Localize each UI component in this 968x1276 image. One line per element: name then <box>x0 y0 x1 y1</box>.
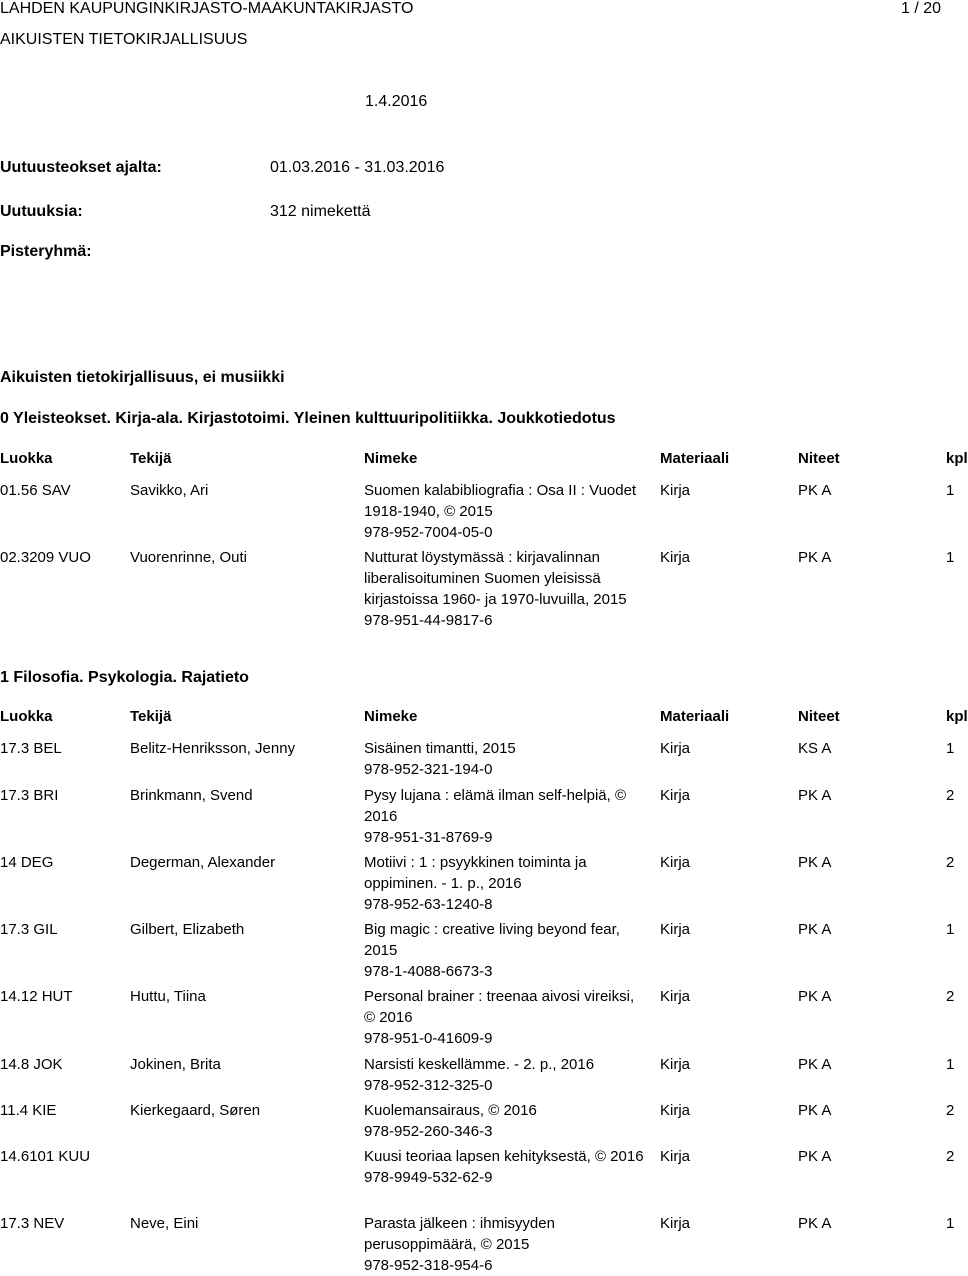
row-kpl: 1 <box>946 482 955 499</box>
col-tekija: Tekijä <box>130 708 172 725</box>
row-tekija: Kierkegaard, Søren <box>130 1102 261 1119</box>
row-kpl: 1 <box>946 740 955 757</box>
row-title: Big magic : creative living beyond fear, 2015 <box>364 921 620 959</box>
page-number: 1 / 20 <box>901 0 942 17</box>
col-tekija: Tekijä <box>130 450 172 467</box>
row-materiaali: Kirja <box>660 740 691 757</box>
col-nimeke: Nimeke <box>364 450 418 467</box>
col-nimeke: Nimeke <box>364 708 418 725</box>
row-materiaali: Kirja <box>660 482 691 499</box>
row-tekija: Degerman, Alexander <box>130 854 276 871</box>
row-tekija: Belitz-Henriksson, Jenny <box>130 740 296 757</box>
row-kpl: 1 <box>946 1215 955 1232</box>
row-nimeke <box>364 1146 644 1188</box>
row-isbn: 978-952-312-325-0 <box>364 1077 493 1094</box>
row-materiaali: Kirja <box>660 921 691 938</box>
row-tekija: Neve, Eini <box>130 1215 199 1232</box>
row-nimeke <box>364 1213 644 1276</box>
period-value: 01.03.2016 - 31.03.2016 <box>270 159 445 176</box>
row-niteet: PK A <box>798 988 832 1005</box>
period-label: Uutuusteokset ajalta: <box>0 159 162 176</box>
row-materiaali: Kirja <box>660 787 691 804</box>
row-title: Nutturat löystymässä : kirjavalinnan liberalisoituminen Suomen yleisissä kirjastoissa 1960- ja 1970-luvuilla, 2015 <box>364 549 627 608</box>
row-kpl: 2 <box>946 988 955 1005</box>
col-luokka: Luokka <box>0 708 53 725</box>
row-isbn: 978-951-31-8769-9 <box>364 829 493 846</box>
col-kpl: kpl <box>946 708 968 725</box>
row-nimeke <box>364 986 644 1049</box>
row-materiaali: Kirja <box>660 1148 691 1165</box>
row-isbn: 978-952-260-346-3 <box>364 1123 493 1140</box>
section-title: 1 Filosofia. Psykologia. Rajatieto <box>0 669 249 686</box>
row-luokka: 17.3 BRI <box>0 787 59 804</box>
row-nimeke <box>364 1100 644 1142</box>
col-niteet: Niteet <box>798 450 840 467</box>
col-niteet: Niteet <box>798 708 840 725</box>
row-niteet: PK A <box>798 1056 832 1073</box>
category-title: Aikuisten tietokirjallisuus, ei musiikki <box>0 369 285 386</box>
row-luokka: 14 DEG <box>0 854 54 871</box>
row-tekija: Jokinen, Brita <box>130 1056 221 1073</box>
row-nimeke <box>364 785 644 848</box>
row-luokka: 17.3 NEV <box>0 1215 65 1232</box>
row-materiaali: Kirja <box>660 854 691 871</box>
row-materiaali: Kirja <box>660 1102 691 1119</box>
row-title: Pysy lujana : elämä ilman self-helpiä, © 2016 <box>364 787 627 825</box>
row-materiaali: Kirja <box>660 1056 691 1073</box>
row-kpl: 2 <box>946 1148 955 1165</box>
row-title: Motiivi : 1 : psyykkinen toiminta ja oppiminen. - 1. p., 2016 <box>364 854 587 892</box>
row-niteet: PK A <box>798 1215 832 1232</box>
row-tekija: Vuorenrinne, Outi <box>130 549 248 566</box>
row-kpl: 2 <box>946 854 955 871</box>
row-luokka: 14.8 JOK <box>0 1056 63 1073</box>
col-materiaali: Materiaali <box>660 708 730 725</box>
report-date: 1.4.2016 <box>365 93 428 110</box>
row-luokka: 17.3 GIL <box>0 921 58 938</box>
group-label: Pisteryhmä: <box>0 243 92 260</box>
row-kpl: 2 <box>946 787 955 804</box>
col-luokka: Luokka <box>0 450 53 467</box>
row-title: Parasta jälkeen : ihmisyyden perusoppimäärä, © 2015 <box>364 1215 555 1253</box>
row-isbn: 978-951-44-9817-6 <box>364 612 493 629</box>
row-isbn: 978-1-4088-6673-3 <box>364 963 493 980</box>
row-nimeke <box>364 1054 644 1096</box>
row-niteet: PK A <box>798 1148 832 1165</box>
row-luokka: 11.4 KIE <box>0 1102 57 1119</box>
row-title: Suomen kalabibliografia : Osa II : Vuodet 1918-1940, © 2015 <box>364 482 637 520</box>
row-materiaali: Kirja <box>660 1215 691 1232</box>
row-niteet: PK A <box>798 854 832 871</box>
row-isbn: 978-952-321-194-0 <box>364 761 493 778</box>
row-isbn: 978-951-0-41609-9 <box>364 1030 493 1047</box>
row-nimeke <box>364 852 644 915</box>
row-luokka: 14.12 HUT <box>0 988 73 1005</box>
row-title: Personal brainer : treenaa aivosi vireiksi, © 2016 <box>364 988 635 1026</box>
row-niteet: PK A <box>798 921 832 938</box>
count-value: 312 nimekettä <box>270 203 371 220</box>
row-kpl: 1 <box>946 1056 955 1073</box>
row-niteet: PK A <box>798 549 832 566</box>
row-niteet: PK A <box>798 482 832 499</box>
row-niteet: PK A <box>798 1102 832 1119</box>
row-isbn: 978-9949-532-62-9 <box>364 1169 493 1186</box>
row-nimeke <box>364 480 644 543</box>
row-title: Narsisti keskellämme. - 2. p., 2016 <box>364 1056 595 1073</box>
row-isbn: 978-952-318-954-6 <box>364 1257 493 1274</box>
library-name: LAHDEN KAUPUNGINKIRJASTO-MAAKUNTAKIRJASTO <box>0 0 414 17</box>
row-materiaali: Kirja <box>660 549 691 566</box>
row-title: Kuusi teoriaa lapsen kehityksestä, © 2016 <box>364 1148 644 1165</box>
count-label: Uutuuksia: <box>0 203 83 220</box>
row-nimeke <box>364 738 644 780</box>
collection-name: AIKUISTEN TIETOKIRJALLISUUS <box>0 31 248 48</box>
section-title: 0 Yleisteokset. Kirja-ala. Kirjastotoimi. Yleinen kulttuuripolitiikka. Joukkotiedotus <box>0 410 616 427</box>
row-isbn: 978-952-63-1240-8 <box>364 896 493 913</box>
row-tekija: Gilbert, Elizabeth <box>130 921 245 938</box>
row-tekija: Savikko, Ari <box>130 482 209 499</box>
col-materiaali: Materiaali <box>660 450 730 467</box>
row-nimeke <box>364 547 644 631</box>
row-title: Sisäinen timantti, 2015 <box>364 740 516 757</box>
row-tekija: Brinkmann, Svend <box>130 787 253 804</box>
row-niteet: PK A <box>798 787 832 804</box>
row-kpl: 2 <box>946 1102 955 1119</box>
row-luokka: 02.3209 VUO <box>0 549 91 566</box>
row-niteet: KS A <box>798 740 832 757</box>
row-kpl: 1 <box>946 921 955 938</box>
row-kpl: 1 <box>946 549 955 566</box>
row-materiaali: Kirja <box>660 988 691 1005</box>
row-luokka: 17.3 BEL <box>0 740 62 757</box>
row-nimeke <box>364 919 644 982</box>
row-luokka: 01.56 SAV <box>0 482 71 499</box>
row-isbn: 978-952-7004-05-0 <box>364 524 493 541</box>
row-title: Kuolemansairaus, © 2016 <box>364 1102 537 1119</box>
col-kpl: kpl <box>946 450 968 467</box>
row-luokka: 14.6101 KUU <box>0 1148 91 1165</box>
row-tekija: Huttu, Tiina <box>130 988 206 1005</box>
